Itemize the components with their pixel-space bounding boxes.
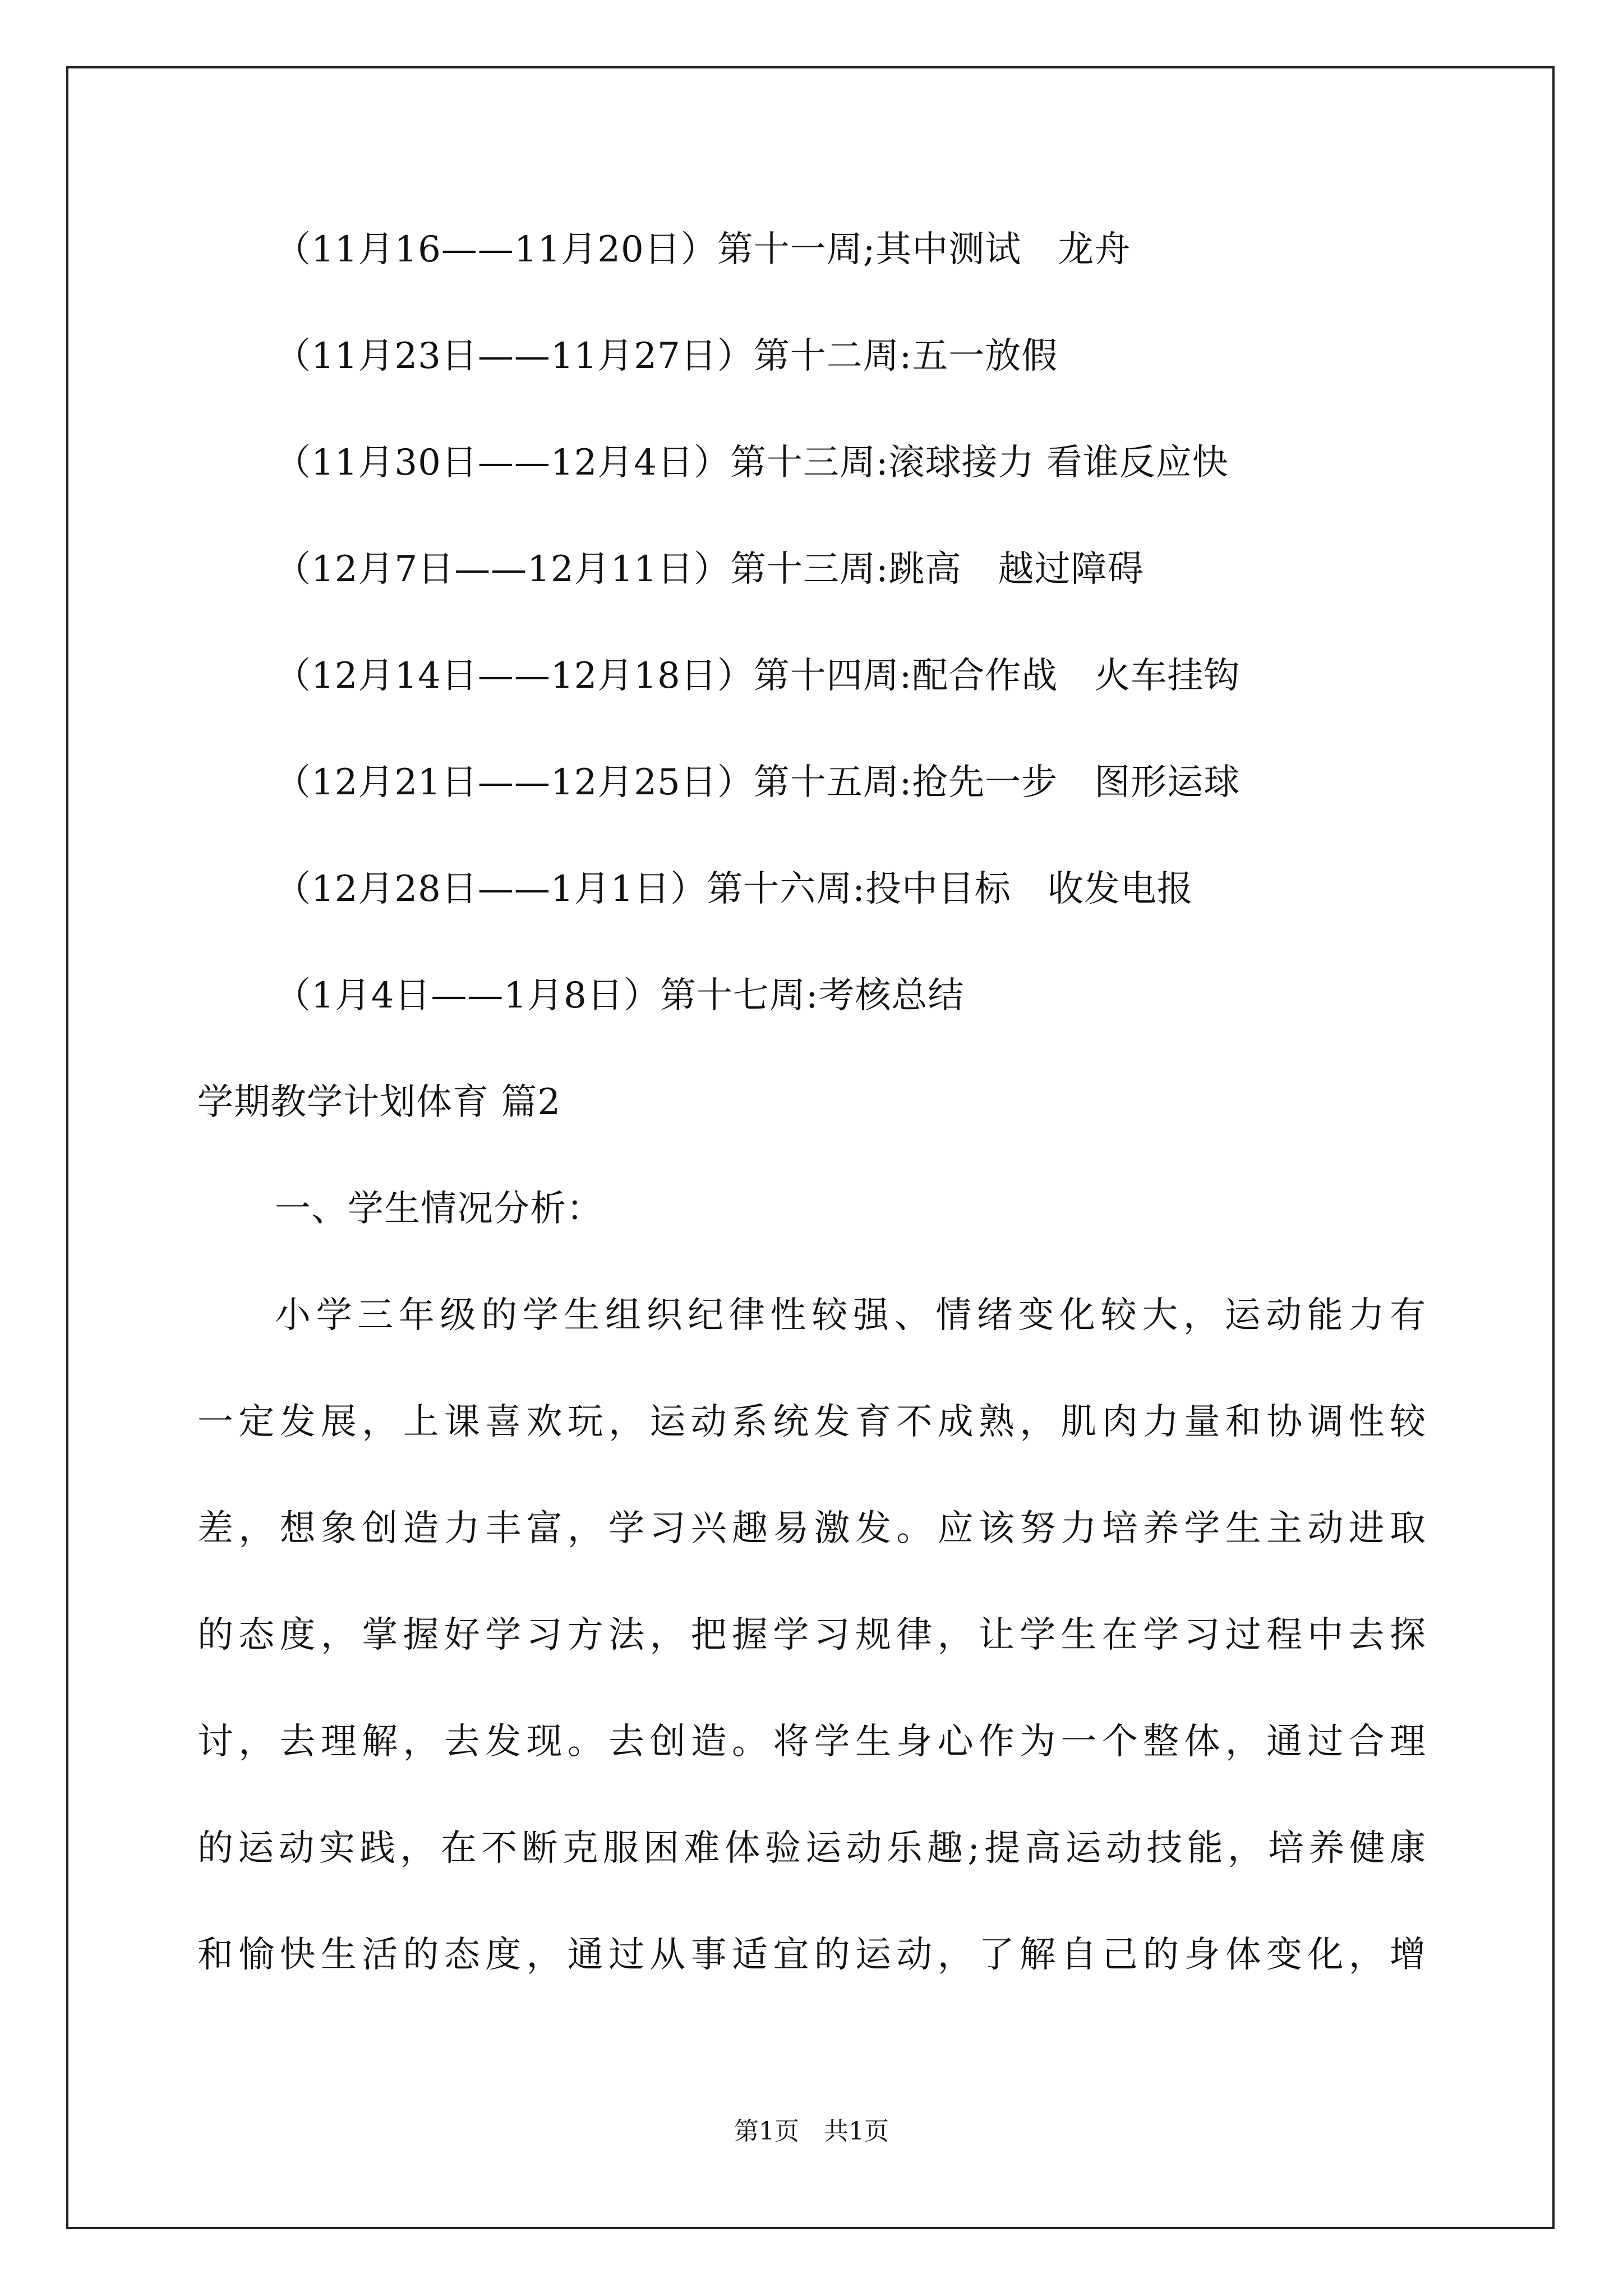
schedule-line: （12月7日——12月11日）第十三周:跳高 越过障碍	[275, 549, 1144, 590]
section-title: 学期教学计划体育 篇2	[197, 1082, 561, 1123]
schedule-line: （12月14日——12月18日）第十四周:配合作战 火车挂钩	[275, 655, 1241, 697]
paragraph-line: 的运动实践，在不断克服困难体验运动乐趣;提高运动技能，培养健康	[197, 1828, 1426, 1869]
schedule-line: （1月4日——1月8日）第十七周:考核总结	[275, 975, 965, 1016]
subheading: 一、学生情况分析：	[275, 1188, 603, 1230]
schedule-line: （11月23日——11月27日）第十二周:五一放假	[275, 335, 1058, 377]
schedule-line: （11月16——11月20日）第十一周;其中测试 龙舟	[275, 229, 1131, 270]
paragraph-line: 讨，去理解，去发现。去创造。将学生身心作为一个整体，通过合理	[197, 1721, 1426, 1763]
schedule-line: （12月21日——12月25日）第十五周:抢先一步 图形运球	[275, 762, 1241, 803]
paragraph-line: 一定发展，上课喜欢玩，运动系统发育不成熟，肌肉力量和协调性较	[197, 1401, 1426, 1443]
paragraph-line: 小学三年级的学生组织纪律性较强、情绪变化较大，运动能力有	[275, 1295, 1426, 1336]
schedule-line: （11月30日——12月4日）第十三周:滚球接力 看谁反应快	[275, 442, 1229, 484]
page-footer: 第1页 共1页	[734, 2117, 889, 2146]
schedule-line: （12月28日——1月1日）第十六周:投中目标 收发电报	[275, 868, 1193, 910]
paragraph-line: 的态度，掌握好学习方法，把握学习规律，让学生在学习过程中去探	[197, 1614, 1426, 1656]
paragraph-line: 和愉快生活的态度，通过从事适宜的运动，了解自己的身体变化，增	[197, 1934, 1426, 1976]
paragraph-line: 差，想象创造力丰富，学习兴趣易激发。应该努力培养学生主动进取	[197, 1508, 1426, 1549]
page-border	[66, 66, 1555, 2229]
